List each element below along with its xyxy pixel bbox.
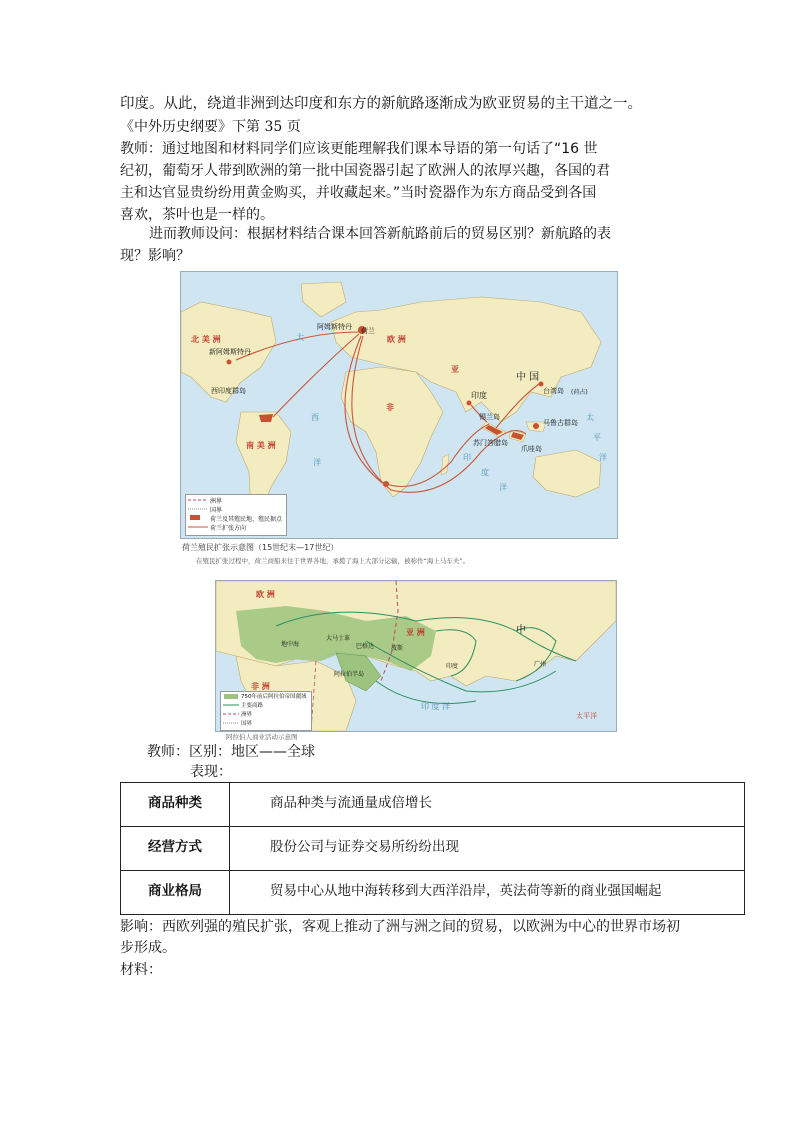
legend-symbols <box>188 495 210 535</box>
label-indian-1: 印 <box>463 453 471 462</box>
label-africa-2: 非 洲 <box>251 682 270 691</box>
label-pacific-3: 洋 <box>599 453 607 462</box>
label-pacific-1: 太 <box>586 413 594 422</box>
table-head-cell: 商业格局 <box>121 871 230 915</box>
arab-commerce-map <box>215 580 617 732</box>
table-row <box>121 783 745 827</box>
map2-caption: 阿拉伯人商业活动示意图 <box>226 733 298 741</box>
map1-caption-title: 荷兰殖民扩张示意图（15世纪末—17世纪） <box>182 543 339 552</box>
label-pacific-2: 平 <box>593 433 601 442</box>
label-moluccas: 马鲁古群岛 <box>543 419 578 427</box>
table-row <box>121 871 745 915</box>
legend-symbols-2 <box>223 692 241 730</box>
legend-dutch-colonies: 荷兰及其殖民地、殖民据点 <box>210 516 283 523</box>
label-atlantic-2: 西 <box>311 413 319 422</box>
label-taiwan-note: (荷占) <box>571 389 588 396</box>
legend-continent-border: 洲界 <box>210 498 223 505</box>
legend-arab-empire: 750年前后阿拉伯帝国疆域 <box>241 694 307 700</box>
label-africa: 非 <box>386 403 394 412</box>
label-ceylon: 锡兰岛 <box>479 413 500 421</box>
legend-trade-route: 主要商路 <box>241 703 264 709</box>
label-new-amsterdam: 新阿姆斯特丹 <box>209 348 251 356</box>
manifestation-table <box>120 782 745 915</box>
table-content-cell: 商品种类与流通量成倍增长 <box>230 783 745 827</box>
label-west-indies: 西印度群岛 <box>211 387 246 395</box>
influence-line1: 影响：西欧列强的殖民扩张，客观上推动了洲与洲之间的贸易，以欧洲为中心的世界市场初 <box>120 919 680 935</box>
table-head-cell: 经营方式 <box>121 827 230 871</box>
label-mediterranean: 地中海 <box>281 641 300 648</box>
label-damascus: 大马士革 <box>326 635 351 642</box>
question-line1: 进而教师设问：根据材料结合课本回答新航路前后的贸易区别？新航路的表 <box>149 226 611 242</box>
table-content-cell: 股份公司与证券交易所纷纷出现 <box>230 827 745 871</box>
label-europe-2: 欧 洲 <box>256 590 275 599</box>
map1-caption-note: 在殖民扩张过程中，荷兰商船来往于世界各地，承揽了海上大部分运输，被称作“海上马车夫”。 <box>196 557 470 565</box>
question-line2: 现？影响？ <box>120 248 190 264</box>
legend-country-border: 国界 <box>210 507 223 514</box>
material-label: 材料： <box>120 962 162 978</box>
label-asia-2: 亚 洲 <box>406 628 425 637</box>
teacher-para-line2: 纪初，葡萄牙人带到欧洲的第一批中国瓷器引起了欧洲人的浓厚兴趣，各国的君 <box>120 163 610 179</box>
label-persia: 波斯 <box>391 645 404 652</box>
label-arabia: 阿拉伯半岛 <box>334 671 365 678</box>
label-europe: 欧 洲 <box>387 335 406 344</box>
label-baghdad: 巴格达 <box>356 643 375 650</box>
teacher-para-line1: 教师：通过地图和材料同学们应该更能理解我们课本导语的第一句话了“16 世 <box>120 141 598 157</box>
label-south-america: 南 美 洲 <box>246 441 276 450</box>
biaoxian-label: 表现： <box>190 764 232 780</box>
map2-legend <box>220 691 312 731</box>
label-taiwan: 台湾岛 <box>543 387 564 395</box>
label-sumatra: 苏门答腊岛 <box>473 439 508 447</box>
source-citation: 《中外历史纲要》下第 35 页 <box>120 119 301 135</box>
label-atlantic-1: 大 <box>296 333 304 342</box>
label-netherlands: 荷兰 <box>361 327 375 335</box>
label-atlantic-3: 洋 <box>313 458 321 467</box>
map1-legend <box>185 494 287 536</box>
table-content-cell: 贸易中心从地中海转移到大西洋沿岸，英法荷等新的商业强国崛起 <box>230 871 745 915</box>
legend-country-border-2: 国界 <box>241 721 253 727</box>
label-indian-2: 度 <box>481 468 489 477</box>
label-china: 中 国 <box>516 372 540 383</box>
label-north-america: 北 美 洲 <box>191 335 221 344</box>
dutch-expansion-map <box>180 271 618 539</box>
legend-continent-border-2: 洲界 <box>241 712 253 718</box>
label-pacific-2-map: 太平洋 <box>576 712 597 720</box>
para-india-route: 印度。从此，绕道非洲到达印度和东方的新航路逐渐成为欧亚贸易的主干道之一。 <box>120 96 642 112</box>
table-head-cell: 商品种类 <box>121 783 230 827</box>
teacher-para-line3: 主和达官显贵纷纷用黄金购买，并收藏起来。”当时瓷器作为东方商品受到各国 <box>120 185 597 201</box>
label-india: 印度 <box>471 391 487 400</box>
label-guangzhou: 广州 <box>534 661 547 668</box>
legend-expansion-direction: 荷兰扩张方向 <box>210 525 247 532</box>
label-amsterdam: 阿姆斯特丹 <box>317 323 352 331</box>
table-row <box>121 827 745 871</box>
label-asia: 亚 <box>451 365 459 374</box>
teacher-difference: 教师：区别：地区——全球 <box>147 744 315 760</box>
influence-line2: 步形成。 <box>120 940 176 956</box>
label-indian-3: 洋 <box>499 483 507 492</box>
label-java: 爪哇岛 <box>521 445 542 453</box>
teacher-para-line4: 喜欢，茶叶也是一样的。 <box>120 207 274 223</box>
label-india-2: 印度 <box>446 663 459 670</box>
label-indian-ocean-2: 印 度 洋 <box>421 702 451 711</box>
label-china-2: 中 <box>516 625 526 636</box>
